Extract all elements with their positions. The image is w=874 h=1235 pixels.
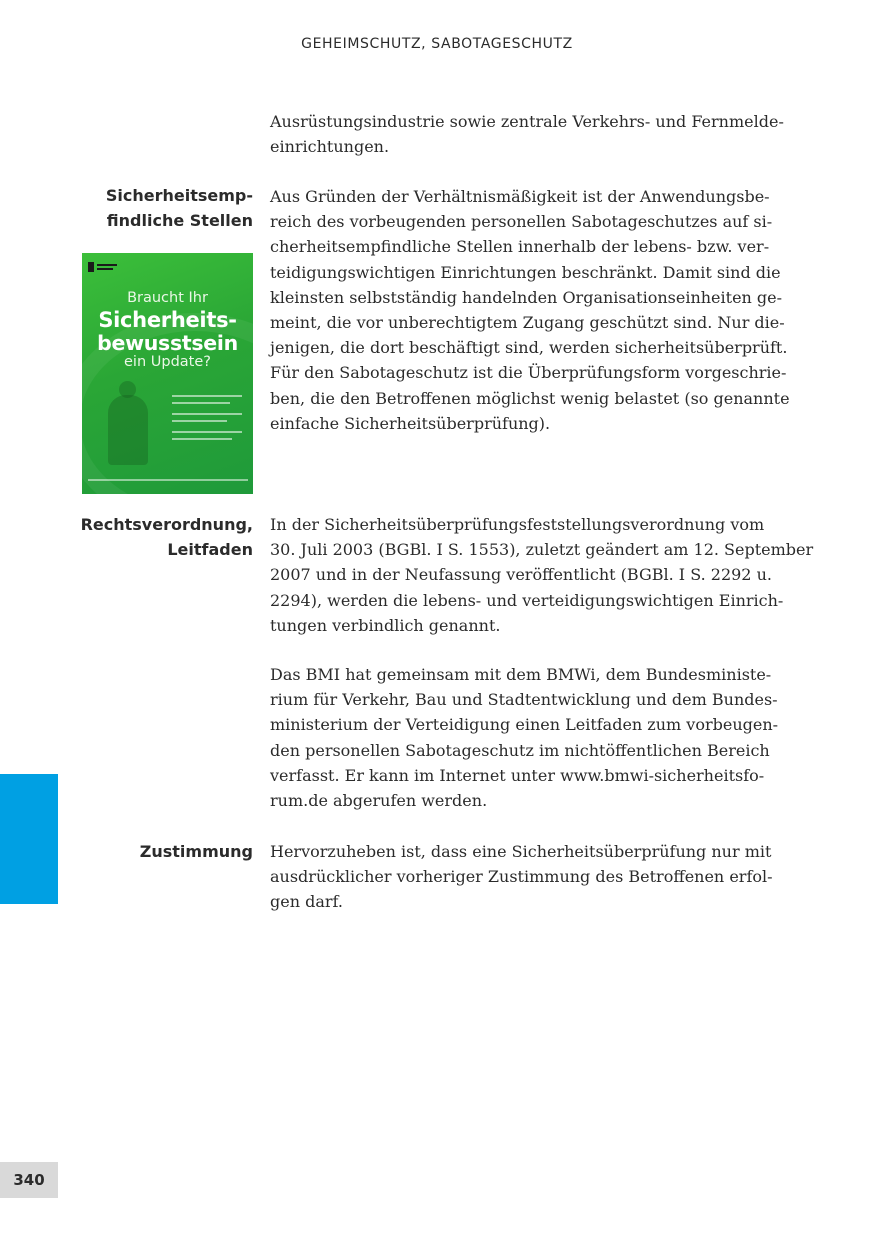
text-line: teidigungswichtigen Einrichtungen beschränkt. Damit sind die	[270, 262, 781, 282]
text-line: den personellen Sabotageschutz im nichtöffentlichen Bereich	[270, 740, 770, 760]
intro-paragraph	[270, 109, 784, 159]
paragraph-sicherheitsempfindliche-stellen	[270, 184, 790, 436]
text-line: In der Sicherheitsüberprüfungsfeststellungsverordnung vom	[270, 515, 765, 534]
text-line: 2294), werden die lebens- und verteidigungswichtigen Einrich-	[270, 590, 784, 610]
paragraph-leitfaden	[270, 662, 779, 813]
brochure-bullet-line	[172, 402, 230, 404]
heading-line: Rechtsverordnung,	[80, 515, 253, 534]
heading-line: Zustimmung	[139, 842, 253, 861]
text-line: cherheitsempfindliche Stellen innerhalb der lebens- bzw. ver-	[270, 237, 770, 257]
text-line: reich des vorbeugenden personellen Sabotageschutzes auf si-	[270, 212, 773, 232]
text-line: kleinsten selbstständig handelnden Organisationseinheiten ge-	[270, 287, 783, 307]
page-number-box	[0, 1162, 58, 1198]
paragraph-zustimmung	[270, 839, 773, 915]
text-line: jenigen, die dort beschäftigt sind, werden sicherheitsüberprüft.	[270, 338, 788, 358]
chapter-color-tab	[0, 774, 58, 904]
brochure-title-line: Braucht Ihr	[127, 290, 208, 306]
brochure-bullet-line	[172, 413, 242, 415]
text-line: Aus Gründen der Verhältnismäßigkeit ist der Anwendungsbe-	[270, 187, 770, 206]
margin-heading-sicherheitsempfindliche-stellen	[53, 183, 253, 233]
ministry-logo-icon	[88, 261, 118, 275]
text-line: 2007 und in der Neufassung veröffentlicht (BGBl. I S. 2292 u.	[270, 565, 772, 585]
brochure-title-line: Sicherheits-	[98, 308, 237, 332]
text-line: einrichtungen.	[270, 137, 390, 157]
text-line: ausdrücklicher vorheriger Zustimmung des Betroffenen erfol-	[270, 867, 773, 887]
text-line: einfache Sicherheitsüberprüfung).	[270, 413, 551, 433]
text-line: gen darf.	[270, 892, 343, 912]
text-line: ministerium der Verteidigung einen Leitfaden zum vorbeugen-	[270, 715, 779, 735]
brochure-cover-image	[82, 253, 253, 494]
page-number: 340	[13, 1171, 45, 1189]
brochure-footer-line	[88, 479, 248, 481]
text-line: rium für Verkehr, Bau und Stadtentwicklung und dem Bundes-	[270, 690, 778, 710]
text-line: 30. Juli 2003 (BGBl. I S. 1553), zuletzt geändert am 12. September	[270, 540, 814, 560]
margin-heading-rechtsverordnung-leitfaden	[53, 512, 253, 562]
brochure-title-line: ein Update?	[124, 354, 211, 370]
heading-line: findliche Stellen	[106, 211, 253, 231]
text-line: rum.de abgerufen werden.	[270, 791, 488, 811]
text-line: tungen verbindlich genannt.	[270, 615, 501, 635]
text-line: Das BMI hat gemeinsam mit dem BMWi, dem Bundesministe-	[270, 665, 772, 684]
heading-line: Sicherheitsemp-	[105, 186, 253, 205]
text-line: Ausrüstungsindustrie sowie zentrale Verkehrs- und Fernmelde-	[270, 112, 784, 131]
brochure-title-line: bewusstsein	[97, 331, 238, 355]
text-line: meint, die vor unberechtigtem Zugang geschützt sind. Nur die-	[270, 313, 785, 333]
brochure-bullet-line	[172, 395, 242, 397]
paragraph-rechtsverordnung	[270, 512, 814, 638]
brochure-bullet-line	[172, 431, 242, 433]
text-line: Für den Sabotageschutz ist die Überprüfungsform vorgeschrie-	[270, 363, 787, 383]
margin-heading-zustimmung	[53, 839, 253, 864]
person-silhouette-body	[108, 395, 148, 465]
brochure-bullet-line	[172, 438, 232, 440]
text-line: Hervorzuheben ist, dass eine Sicherheitsüberprüfung nur mit	[270, 842, 772, 861]
text-line: verfasst. Er kann im Internet unter www.bmwi-sicherheitsfo-	[270, 765, 765, 785]
brochure-bullet-line	[172, 420, 227, 422]
running-head: GEHEIMSCHUTZ, SABOTAGESCHUTZ	[301, 36, 573, 52]
heading-line: Leitfaden	[167, 540, 253, 560]
text-line: ben, die den Betroffenen möglichst wenig belastet (so genannte	[270, 388, 790, 408]
